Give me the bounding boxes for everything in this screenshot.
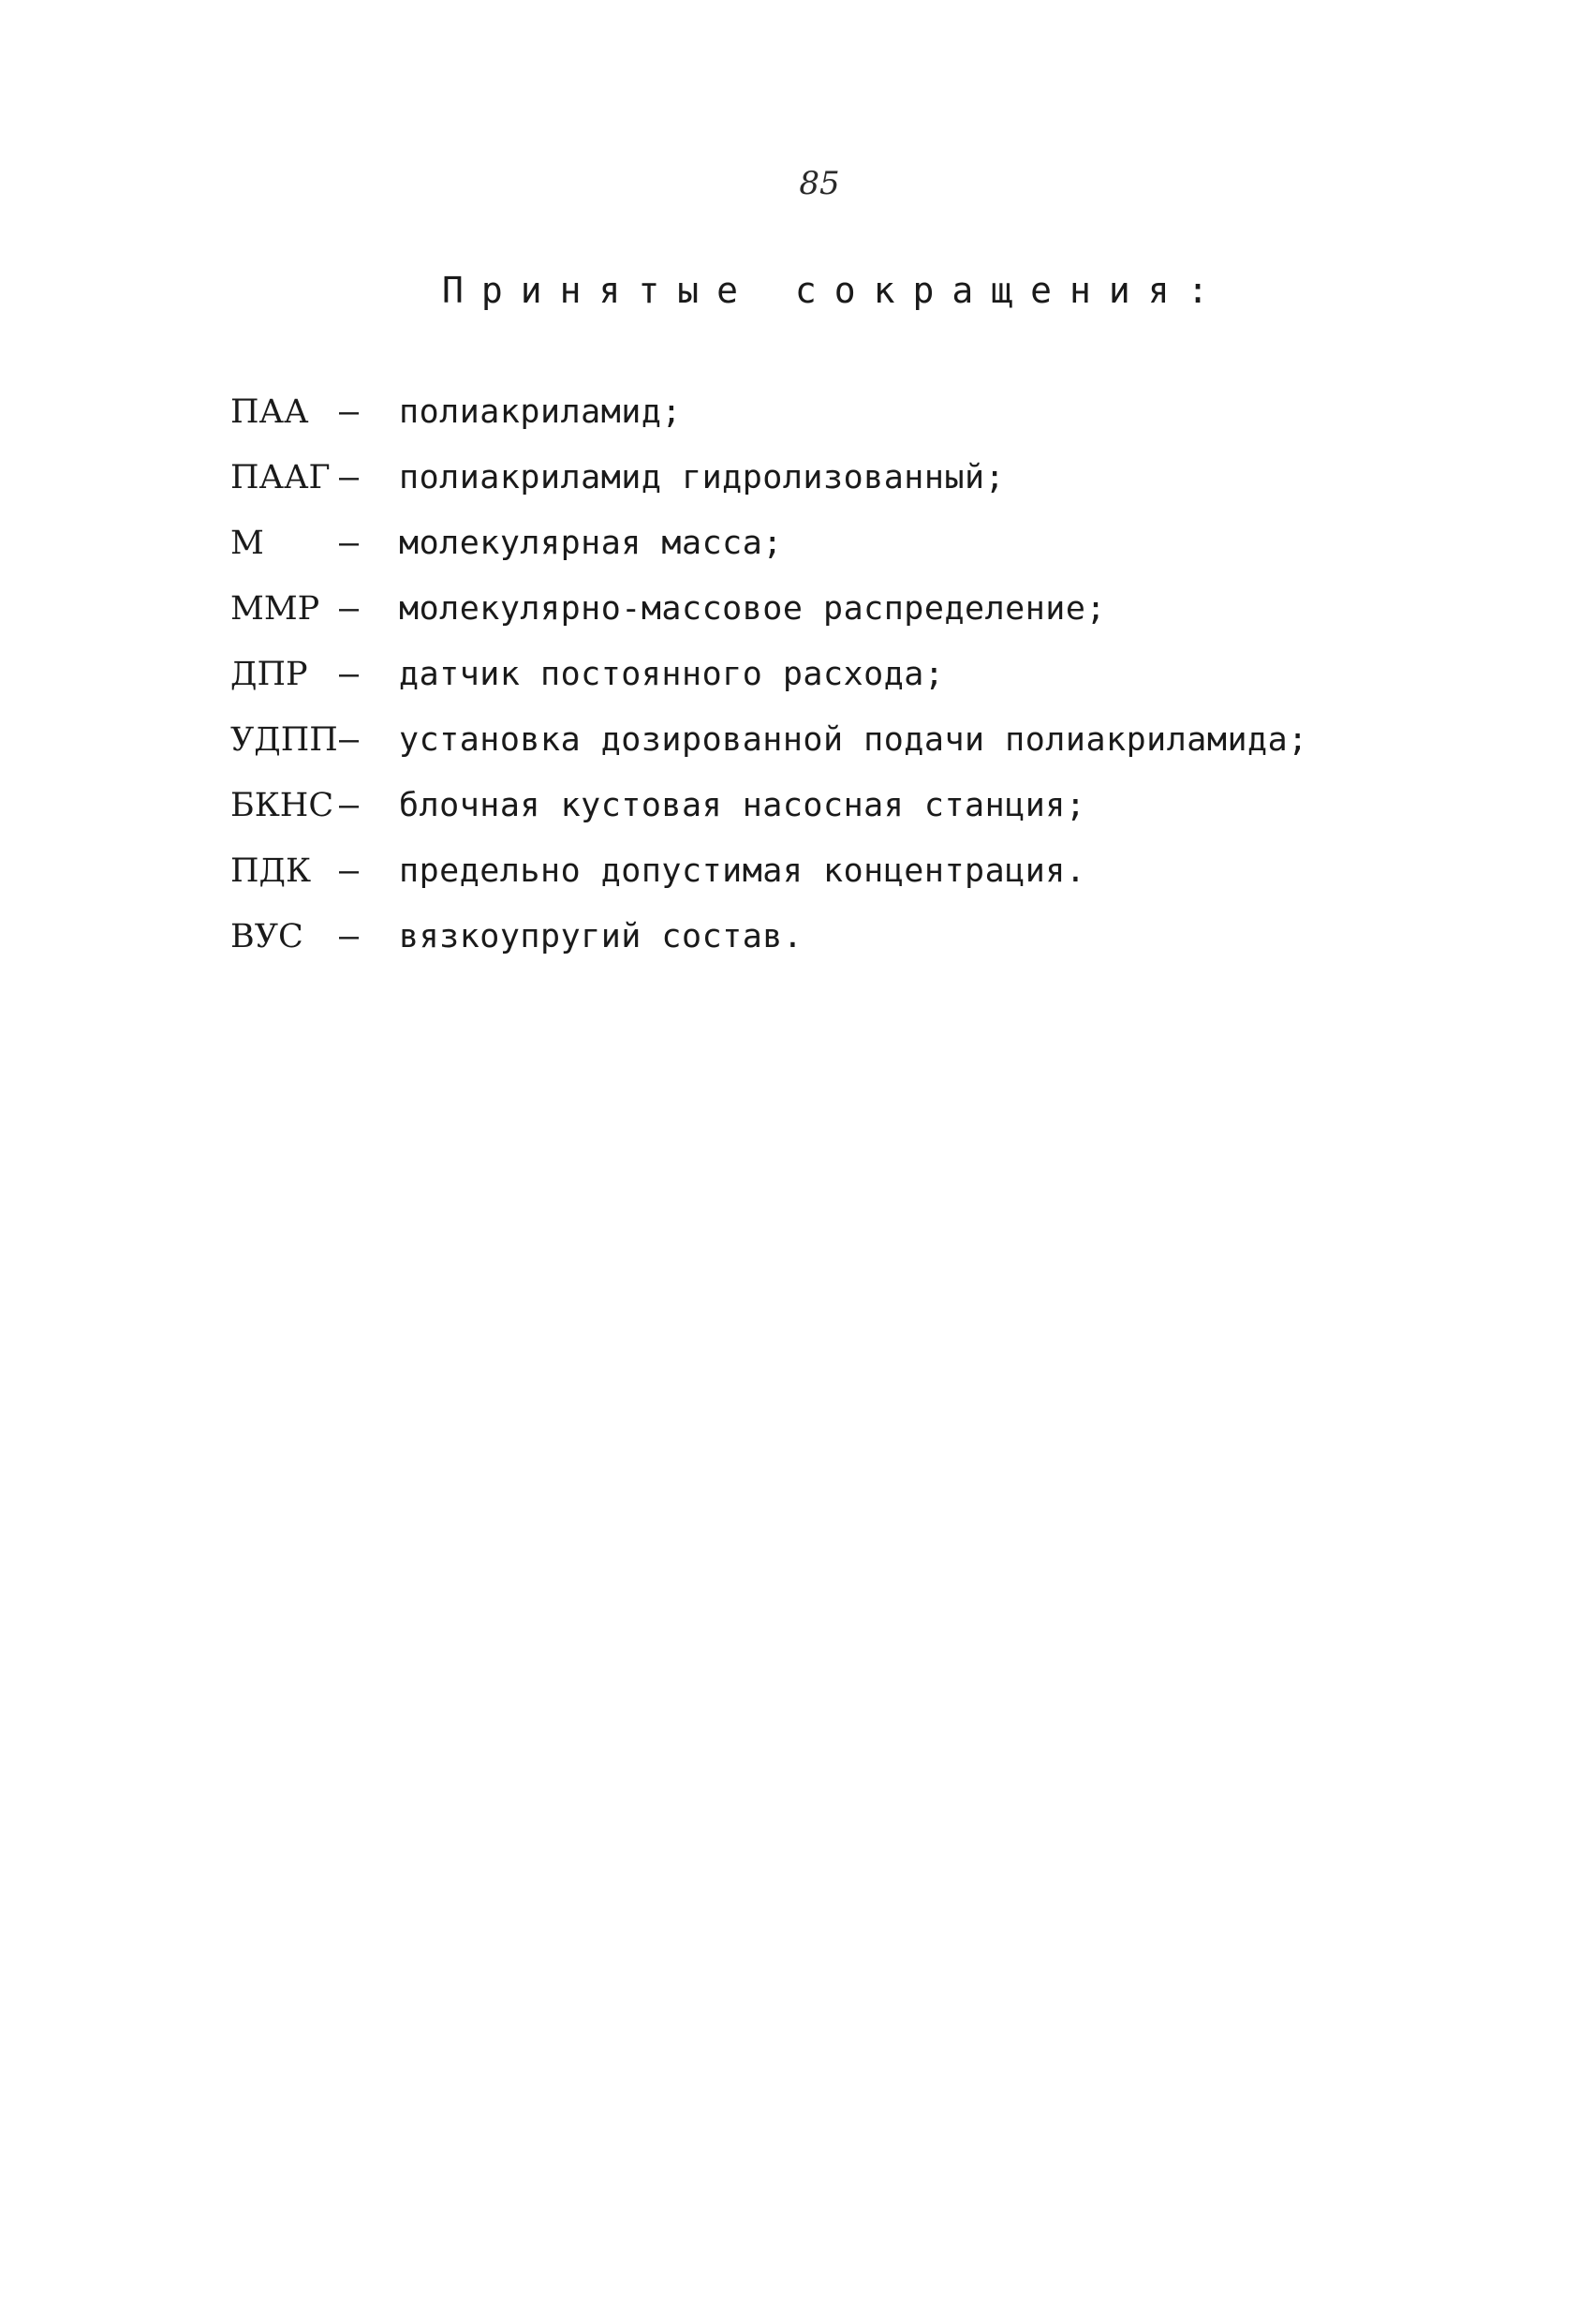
abbreviation-definition: установка дозированной подачи полиакриламида; [399,721,1308,759]
dash: – [339,852,360,890]
abbreviation-definition: предельно допустимая концентрация. [399,852,1086,890]
abbreviation-code: ВУС [230,918,303,955]
list-item [230,787,1541,852]
list-item [230,459,1541,525]
abbreviation-definition: датчик постоянного расхода; [399,656,945,693]
dash: – [339,787,360,824]
abbreviation-definition: молекулярная масса; [399,525,783,562]
dash: – [339,721,360,759]
dash: – [339,656,360,693]
abbreviation-code: БКНС [230,787,334,824]
dash: – [339,590,360,628]
abbreviation-code: ДПР [230,656,308,693]
page-number: 85 [799,165,840,202]
abbreviation-code: ММР [230,590,320,628]
list-item [230,393,1541,459]
list-item [230,525,1541,590]
abbreviation-definition: полиакриламид; [399,393,683,431]
abbreviation-list [230,393,1541,984]
list-item [230,918,1541,984]
abbreviation-code: М [230,525,264,562]
page-title: Принятые сокращения: [442,270,1227,311]
dash: – [339,393,360,431]
dash: – [339,459,360,496]
abbreviation-definition: молекулярно-массовое распределение; [399,590,1107,628]
abbreviation-code: ПААГ [230,459,331,496]
abbreviation-code: ПАА [230,393,309,431]
list-item [230,656,1541,721]
abbreviation-definition: полиакриламид гидролизованный; [399,459,1006,496]
abbreviation-definition: вязкоупругий состав. [399,918,804,955]
abbreviation-code: УДПП [230,721,338,759]
list-item [230,590,1541,656]
abbreviation-code: ПДК [230,852,312,890]
dash: – [339,918,360,955]
list-item [230,721,1541,787]
list-item [230,852,1541,918]
abbreviation-definition: блочная кустовая насосная станция; [399,787,1086,824]
dash: – [339,525,360,562]
